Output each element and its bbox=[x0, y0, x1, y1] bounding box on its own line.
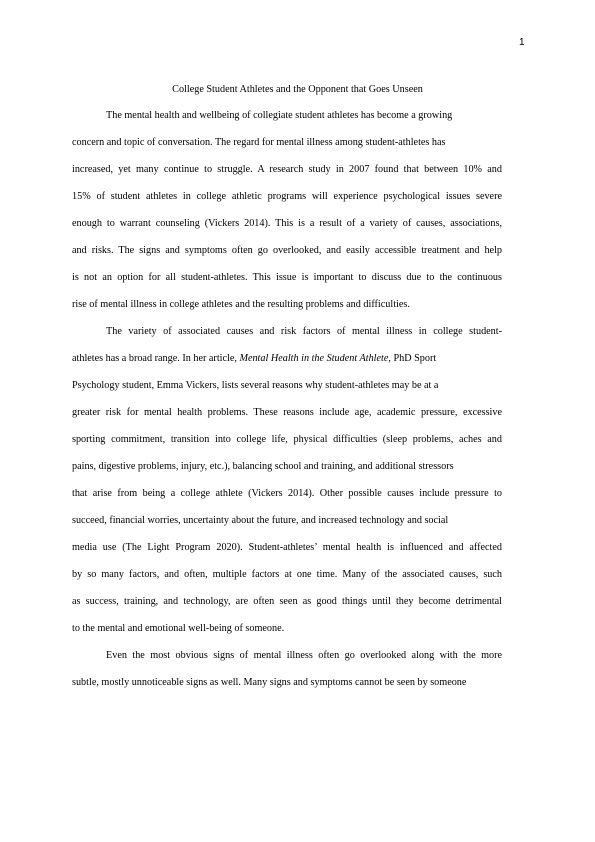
text-line: rise of mental illness in college athletes and the resulting problems and difficulties. bbox=[72, 299, 410, 310]
page-number: 1 bbox=[519, 37, 525, 48]
text-line: to the mental and emotional well-being of someone. bbox=[72, 623, 285, 634]
text-line: enough to warrant counseling (Vickers 2014). This is a result of a variety of causes, associations, bbox=[72, 218, 502, 229]
text-segment: athletes has a broad range. In her article, bbox=[72, 353, 240, 364]
text-line: The variety of associated causes and risk factors of mental illness in college student- bbox=[106, 326, 502, 337]
text-line: media use (The Light Program 2020). Student-athletes’ mental health is influenced and affected bbox=[72, 542, 502, 553]
text-line: is not an option for all student-athletes. This issue is important to discuss due to the continuous bbox=[72, 272, 502, 283]
text-line: increased, yet many continue to struggle. A research study in 2007 found that between 10% and bbox=[72, 164, 502, 175]
text-line: succeed, financial worries, uncertainty about the future, and increased technology and social bbox=[72, 515, 449, 526]
text-line: and risks. The signs and symptoms often go overlooked, and easily accessible treatment and help bbox=[72, 245, 502, 256]
text-line: 15% of student athletes in college athletic programs will experience psychological issues severe bbox=[72, 191, 502, 202]
text-line: Even the most obvious signs of mental illness often go overlooked along with the more bbox=[106, 650, 502, 661]
article-title: Mental Health in the Student Athlete bbox=[239, 353, 389, 364]
text-line: The mental health and wellbeing of collegiate student athletes has become a growing bbox=[106, 110, 453, 121]
text-line: concern and topic of conversation. The regard for mental illness among student-athletes has bbox=[72, 137, 446, 148]
text-line: as success, training, and technology, are often seen as good things until they become detrimental bbox=[72, 596, 502, 607]
text-line-with-article-title bbox=[72, 352, 436, 365]
document-title: College Student Athletes and the Opponent that Goes Unseen bbox=[172, 84, 423, 95]
text-line: greater risk for mental health problems. These reasons include age, academic pressure, excessive bbox=[72, 407, 502, 418]
text-segment: , PhD Sport bbox=[388, 353, 437, 364]
text-line: Psychology student, Emma Vickers, lists several reasons why student-athletes may be at a bbox=[72, 380, 439, 391]
text-line: that arise from being a college athlete (Vickers 2014). Other possible causes include pressure to bbox=[72, 488, 502, 499]
text-line: by so many factors, and often, multiple factors at one time. Many of the associated causes, such bbox=[72, 569, 502, 580]
text-line: sporting commitment, transition into college life, physical difficulties (sleep problems, aches and bbox=[72, 434, 502, 445]
text-line: subtle, mostly unnoticeable signs as well. Many signs and symptoms cannot be seen by someone bbox=[72, 677, 467, 688]
text-line: pains, digestive problems, injury, etc.), balancing school and training, and additional stressors bbox=[72, 461, 454, 472]
